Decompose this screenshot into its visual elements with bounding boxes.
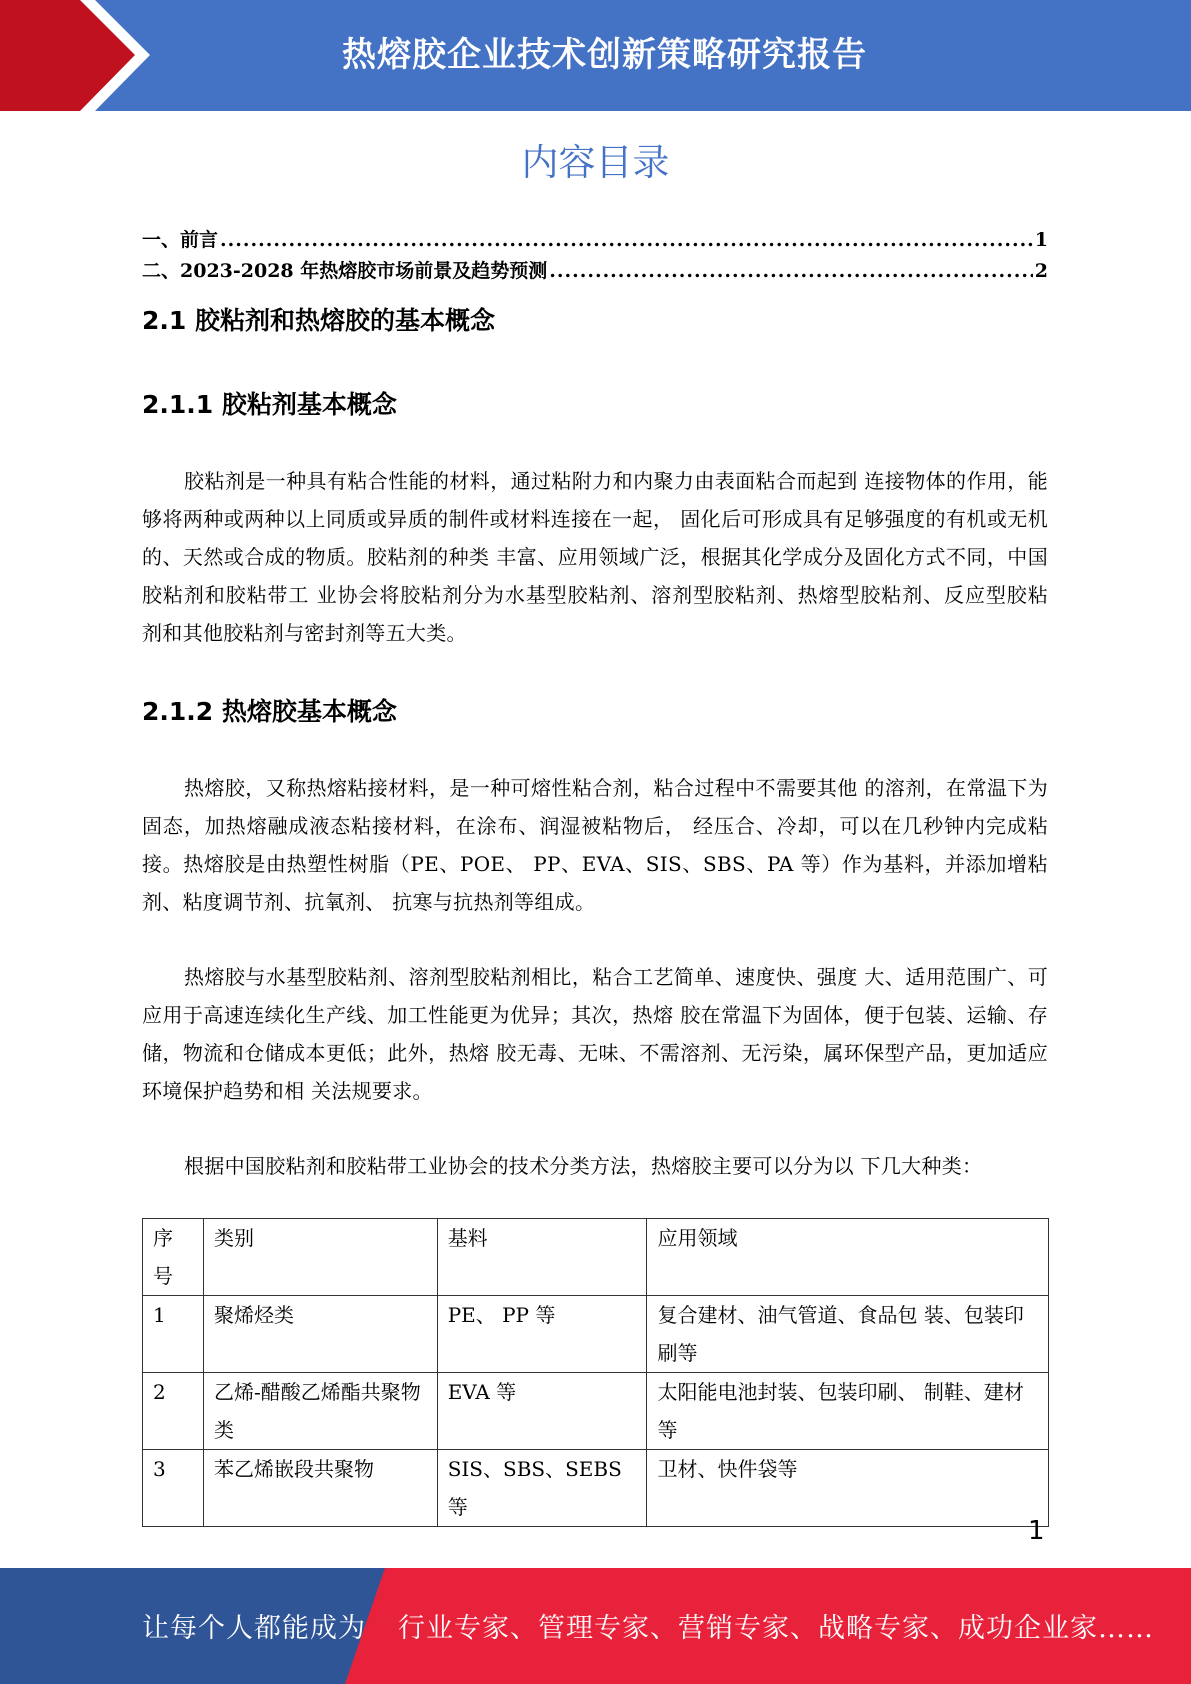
table-cell: 太阳能电池封装、包装印刷、 制鞋、建材等 [647, 1373, 1049, 1450]
toc-heading: 内容目录 [521, 141, 670, 184]
table-cell: 聚烯烃类 [203, 1296, 437, 1373]
toc-entry-page: 2 [1034, 260, 1048, 282]
paragraph-hotmelt-advantages: 热熔胶与水基型胶粘剂、溶剂型胶粘剂相比，粘合工艺简单、速度快、强度 大、适用范围广、可应用于高速连续化生产线、加工性能更为优异；其次，热熔 胶在常温下为固体，便于包装、运输、存储，物流和仓储成本更低；此外，热熔 胶无毒、无味、不需溶剂、无污染，属环保型产品，更加适应环境保护趋势和相 关法规要求。 [142, 965, 1048, 1103]
footer-slogan-right: 行业专家、管理专家、营销专家、战略专家、成功企业家…… [398, 1613, 1154, 1644]
table-header-cell: 类别 [203, 1219, 437, 1296]
paragraph-adhesive-concept: 胶粘剂是一种具有粘合性能的材料，通过粘附力和内聚力由表面粘合而起到 连接物体的作用，能够将两种或两种以上同质或异质的制件或材料连接在一起， 固化后可形成具有足够强度的有机或无机的、天然或合成的物质。胶粘剂的种类 丰富、应用领域广泛，根据其化学成分及固化方式不同，中国胶粘剂和胶粘带工 业协会将胶粘剂分为水基型胶粘剂、溶剂型胶粘剂、热熔型胶粘剂、反应型胶粘 剂和其他胶粘剂与密封剂等五大类。 [142, 469, 1048, 645]
hotmelt-classification-table [142, 1218, 1049, 1527]
paragraph-hotmelt-concept: 热熔胶，又称热熔粘接材料，是一种可熔性粘合剂，粘合过程中不需要其他 的溶剂，在常温下为固态，加热熔融成液态粘接材料，在涂布、润湿被粘物后， 经压合、冷却，可以在几秒钟内完成粘接。热熔胶是由热塑性树脂（PE、POE、 PP、EVA、SIS、SBS、PA 等）作为基料，并添加增粘剂、粘度调节剂、抗氧剂、 抗寒与抗热剂等组成。 [142, 776, 1048, 914]
table-row [143, 1373, 1049, 1450]
table-cell: 苯乙烯嵌段共聚物 [203, 1450, 437, 1527]
table-cell: 1 [143, 1296, 204, 1373]
table-cell: 3 [143, 1450, 204, 1527]
footer-banner [0, 1568, 1191, 1684]
footer-slogan-left: 让每个人都能成为 [142, 1613, 366, 1644]
table-cell: 乙烯-醋酸乙烯酯共聚物类 [203, 1373, 437, 1450]
toc-leader-dots [549, 260, 1033, 282]
table-cell: 2 [143, 1373, 204, 1450]
table-header-row [143, 1219, 1049, 1296]
table-cell: PE、 PP 等 [437, 1296, 647, 1373]
section-heading-2-1-1: 2.1.1 胶粘剂基本概念 [142, 390, 397, 419]
table-cell: SIS、SBS、SEBS 等 [437, 1450, 647, 1527]
table-header-cell: 应用领域 [647, 1219, 1049, 1296]
toc-entry-page: 1 [1034, 229, 1048, 251]
table-cell: 卫材、快件袋等 [647, 1450, 1049, 1527]
toc-entry[interactable] [142, 256, 1048, 283]
table-cell: EVA 等 [437, 1373, 647, 1450]
report-title: 热熔胶企业技术创新策略研究报告 [342, 35, 867, 75]
header-banner [0, 0, 1191, 111]
toc-leader-dots [220, 229, 1033, 251]
toc-entry[interactable] [142, 225, 1048, 252]
table-header-cell: 基料 [437, 1219, 647, 1296]
toc-entry-label: 一、前言 [142, 229, 219, 251]
table-cell: 复合建材、油气管道、食品包 装、包装印刷等 [647, 1296, 1049, 1373]
toc-entry-label: 二、2023-2028 年热熔胶市场前景及趋势预测 [142, 260, 548, 282]
table-row [143, 1296, 1049, 1373]
section-heading-2-1: 2.1 胶粘剂和热熔胶的基本概念 [142, 306, 495, 335]
table-row [143, 1450, 1049, 1527]
table-header-cell: 序号 [143, 1219, 204, 1296]
paragraph-classification-intro: 根据中国胶粘剂和胶粘带工业协会的技术分类方法，热熔胶主要可以分为以 下几大种类： [184, 1154, 983, 1178]
page-number: 1 [1028, 1516, 1045, 1546]
section-heading-2-1-2: 2.1.2 热熔胶基本概念 [142, 697, 397, 726]
